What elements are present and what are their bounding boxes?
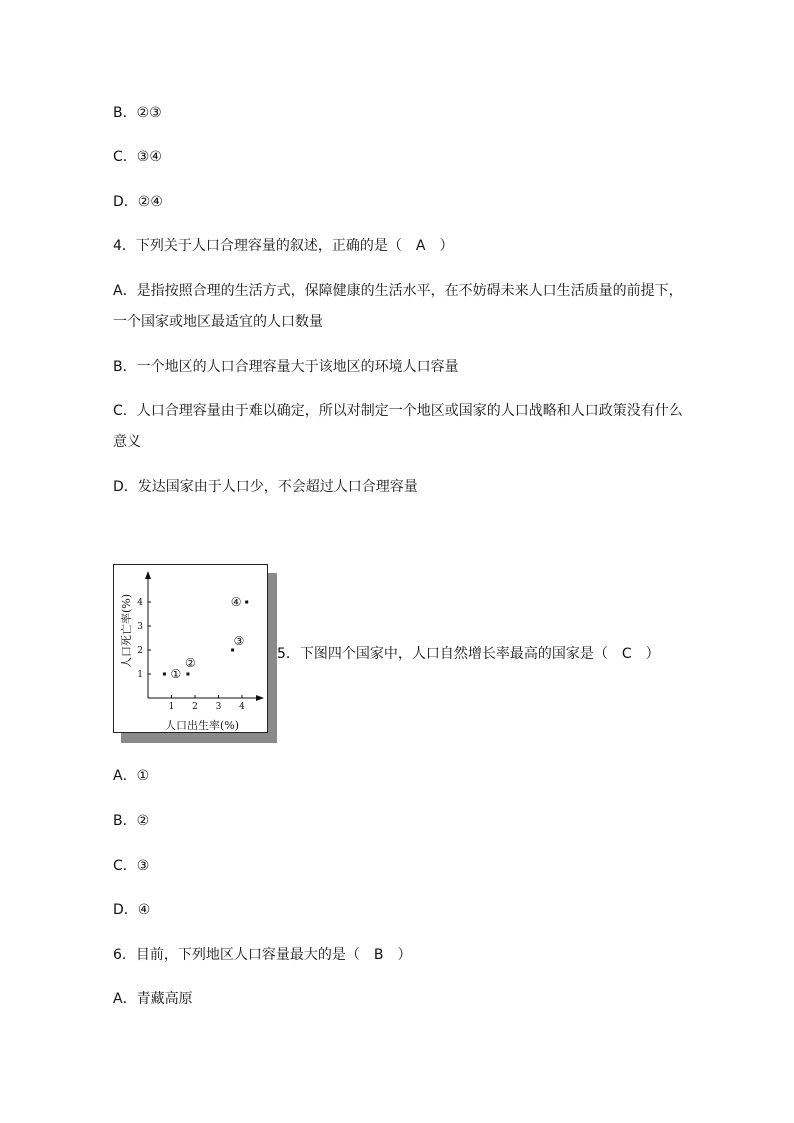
x-tick-label: 3	[215, 702, 222, 712]
y-axis-label: 人口死亡率(%)	[120, 593, 133, 669]
option-b-q5: B．②	[113, 813, 150, 829]
option-c-q5: C．③	[113, 858, 150, 874]
data-point	[186, 673, 189, 676]
data-point-label: ③	[233, 634, 245, 648]
data-point-label: ①	[170, 667, 182, 681]
x-tick-label: 4	[239, 702, 245, 712]
option-c-q3: C．③④	[113, 149, 162, 165]
data-point-label: ④	[230, 595, 242, 609]
question-4: 4．下列关于人口合理容量的叙述，正确的是（ A ）	[113, 238, 454, 254]
option-a-q6: A．青藏高原	[113, 991, 193, 1007]
option-b-q3: B．②③	[113, 105, 162, 121]
y-axis-arrow	[145, 571, 151, 579]
question-5: 5．下图四个国家中，人口自然增长率最高的国家是（ C ）	[277, 646, 660, 662]
option-b-q4: B．一个地区的人口合理容量大于该地区的环境人口容量	[113, 359, 459, 375]
option-c-q4-line1: C．人口合理容量由于难以确定，所以对制定一个地区或国家的人口战略和人口政策没有什么	[113, 403, 683, 419]
option-a-q4-line1: A．是指按照合理的生活方式，保障健康的生活水平，在不妨碍未来人口生活质量的前提下，	[113, 283, 683, 299]
x-axis-arrow	[256, 695, 264, 701]
birth-death-rate-figure	[113, 564, 268, 733]
y-tick-label: 1	[137, 670, 143, 680]
data-point	[231, 649, 234, 652]
option-d-q5: D．④	[113, 902, 151, 918]
data-point-label: ②	[184, 656, 196, 670]
y-tick-label: 3	[137, 622, 143, 632]
y-tick-label: 4	[137, 598, 143, 608]
x-tick-label: 2	[192, 702, 198, 712]
option-a-q4-line2: 一个国家或地区最适宜的人口数量	[113, 314, 323, 330]
x-axis-label: 人口出生率(%)	[164, 719, 240, 732]
question-6: 6．目前，下列地区人口容量最大的是（ B ）	[113, 947, 412, 963]
scatter-chart	[114, 565, 269, 734]
option-a-q5: A．①	[113, 768, 150, 784]
x-tick-label: 1	[168, 702, 175, 712]
data-point	[163, 673, 166, 676]
data-point	[245, 601, 248, 604]
option-c-q4-line2: 意义	[113, 434, 141, 450]
option-d-q4: D．发达国家由于人口少，不会超过人口合理容量	[113, 479, 418, 495]
option-d-q3: D．②④	[113, 194, 163, 210]
y-tick-label: 2	[137, 646, 143, 656]
